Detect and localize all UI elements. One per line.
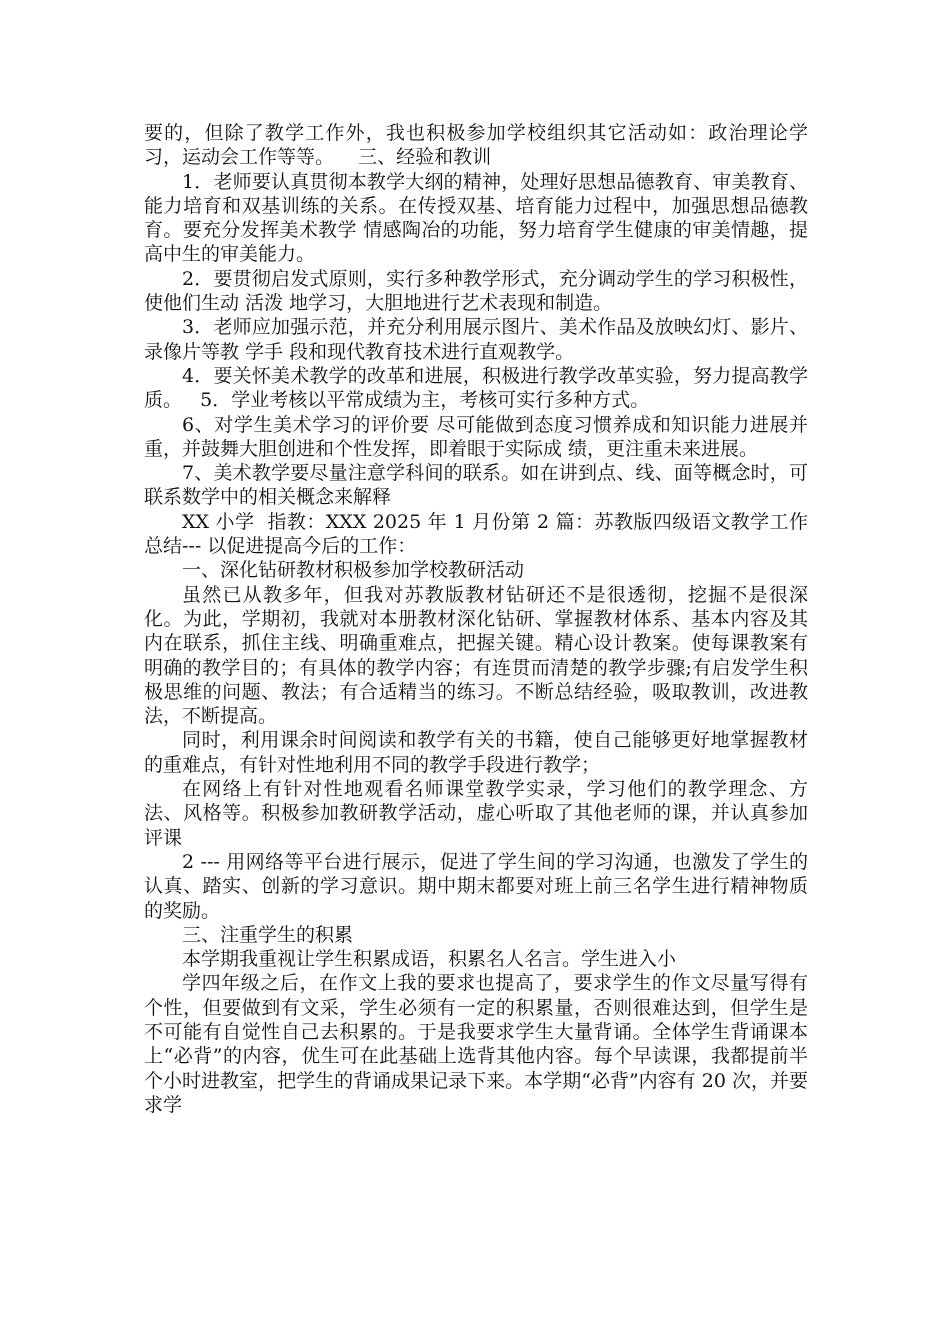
paragraph-13: 本学期我重视让学生积累成语，积累名人名言。学生进入小 — [182, 948, 677, 971]
document-page — [144, 121, 808, 1117]
paragraph-4: 3．老师应加强示范，并充分利用展示图片、美术作品及放映幻灯、影片、录像片等教 学手 段和现代教育技术进行直观教学。 — [144, 316, 808, 363]
paragraph-2: 1．老师要认真贯彻本教学大纲的精神，处理好思想品德教育、审美教育、能力培育和双基训练的关系。在传授双基、培育能力过程中，加强思想品德教育。要充分发挥美术教学 情感陶冶的功能，努力培育学生健康的审美情趣，提高中生的审美能力。 — [144, 170, 808, 266]
paragraph-14: 学四年级之后，在作文上我的要求也提高了，要求学生的作文尽量写得有个性，但要做到有文采，学生必须有一定的积累量，否则很难达到，但学生是不可能有自觉性自己去积累的。于是我要求学生大量背诵。全体学生背诵课本上“必背”的内容，优生可在此基础上选背其他内容。每个早读课，我都提前半个小时进教室，把学生的背诵成果记录下来。本学期“必背”内容有 20 次，并要求学 — [144, 972, 808, 1116]
paragraph-10: 同时，利用课余时间阅读和教学有关的书籍，使自己能够更好地掌握教材的重难点，有针对性地利用不同的教学手段进行教学； — [144, 729, 808, 776]
paragraph-12: 2 --- 用网络等平台进行展示，促进了学生间的学习沟通，也激发了学生的认真、踏实、创新的学习意识。期中期末都要对班上前三名学生进行精神物质的奖励。 — [144, 850, 808, 922]
paragraph-9: 虽然已从教多年，但我对苏教版教材钻研还不是很透彻，挖掘不是很深化。为此，学期初，我就对本册教材深化钻研、掌握教材体系、基本内容及其内在联系，抓住主线、明确重难点，把握关键。精心设计教案。使每课教案有明确的教学目的；有具体的教学内容；有连贯而清楚的教学步骤;有启发学生积极思维的问题、教法；有合适精当的练习。不断总结经验，吸取教训，改进教法，不断提高。 — [144, 583, 808, 728]
paragraph-8: XX 小学 指教：XXX 2025 年 1 月份第 2 篇：苏教版四级语文教学工作总结--- 以促进提高今后的工作： — [144, 510, 808, 558]
paragraph-1: 要的，但除了教学工作外，我也积极参加学校组织其它活动如：政治理论学习，运动会工作等等。 三、经验和教训 — [144, 122, 808, 169]
paragraph-6: 6、对学生美术学习的评价要 尽可能做到态度习惯养成和知识能力进展并重，并鼓舞大胆创进和个性发挥，即着眼于实际成 绩，更注重未来进展。 — [144, 413, 808, 460]
section-heading-3: 三、注重学生的积累 — [182, 923, 354, 946]
paragraph-11: 在网络上有针对性地观看名师课堂教学实录，学习他们的教学理念、方法、风格等。积极参加教研教学活动，虚心听取了其他老师的课，并认真参加评课 — [144, 778, 808, 849]
paragraph-5: 4．要关怀美术教学的改革和进展，积极进行教学改革实验，努力提高教学质。 5．学业考核以平常成绩为主，考核可实行多种方式。 — [144, 364, 808, 412]
section-heading-1: 一、深化钻研教材积极参加学校教研活动 — [182, 559, 525, 582]
paragraph-7: 7、美术教学要尽量注意学科间的联系。如在讲到点、线、面等概念时，可联系数学中的相关概念来解释 — [144, 462, 808, 509]
paragraph-3: 2．要贯彻启发式原则，实行多种教学形式，充分调动学生的学习积极性，使他们生动 活泼 地学习，大胆地进行艺术表现和制造。 — [144, 267, 808, 315]
